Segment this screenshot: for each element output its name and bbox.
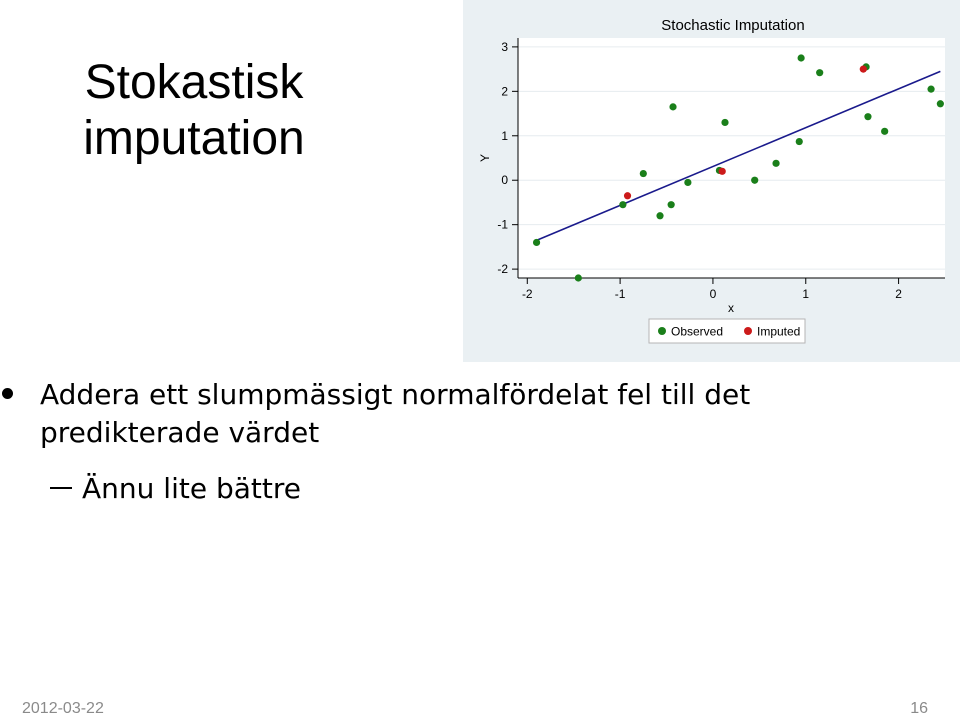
point-observed <box>656 212 663 219</box>
y-tick-label: -1 <box>497 217 508 232</box>
bullet-dot-icon <box>2 388 13 399</box>
point-observed <box>864 113 871 120</box>
x-tick-label: 0 <box>709 287 717 301</box>
x-axis-label: x <box>728 301 734 315</box>
legend-marker-imputed <box>744 327 752 335</box>
point-observed <box>640 170 647 177</box>
point-observed <box>881 128 888 135</box>
chart-panel <box>463 0 960 362</box>
legend <box>649 319 805 343</box>
legend-label-observed: Observed <box>671 324 724 339</box>
y-tick-label: -2 <box>497 262 508 277</box>
y-tick-label: 2 <box>501 84 508 99</box>
x-tick-label: -1 <box>614 287 626 301</box>
slide-title <box>44 55 344 167</box>
point-observed <box>533 239 540 246</box>
bullet-text-1: Addera ett slumpmässigt normalfördelat fel till det predikterade värdet <box>40 378 751 449</box>
bullet-item-2 <box>50 470 301 508</box>
point-observed <box>721 119 728 126</box>
point-observed <box>669 103 676 110</box>
point-observed <box>816 69 823 76</box>
bullet-text-2: Ännu lite bättre <box>82 472 301 505</box>
slide-title-line1: Stokastisk <box>84 56 304 109</box>
point-observed <box>927 86 934 93</box>
slide-title-line2: imputation <box>83 112 305 165</box>
y-tick-label: 3 <box>501 39 508 54</box>
point-observed <box>798 54 805 61</box>
legend-marker-observed <box>658 327 666 335</box>
footer-date: 2012-03-22 <box>22 700 104 717</box>
point-imputed <box>860 66 867 73</box>
point-observed <box>575 274 582 281</box>
point-observed <box>684 179 691 186</box>
footer-page-number: 16 <box>910 700 928 717</box>
chart-title: Stochastic Imputation <box>661 17 805 34</box>
point-observed <box>668 201 675 208</box>
sub-bullet-dash-icon <box>50 487 72 489</box>
legend-label-imputed: Imputed <box>757 324 801 339</box>
x-tick-label: -2 <box>521 287 533 301</box>
y-tick-label: 0 <box>501 173 508 188</box>
point-imputed <box>624 192 631 199</box>
point-observed <box>796 138 803 145</box>
x-tick-label: 1 <box>802 287 810 301</box>
point-observed <box>772 160 779 167</box>
point-observed <box>937 100 944 107</box>
x-tick-label: 2 <box>895 287 902 301</box>
y-tick-label: 1 <box>501 128 508 143</box>
point-imputed <box>719 168 726 175</box>
scatter-chart <box>463 0 960 362</box>
point-observed <box>751 177 758 184</box>
point-observed <box>619 201 626 208</box>
y-axis-label: Y <box>478 153 492 163</box>
